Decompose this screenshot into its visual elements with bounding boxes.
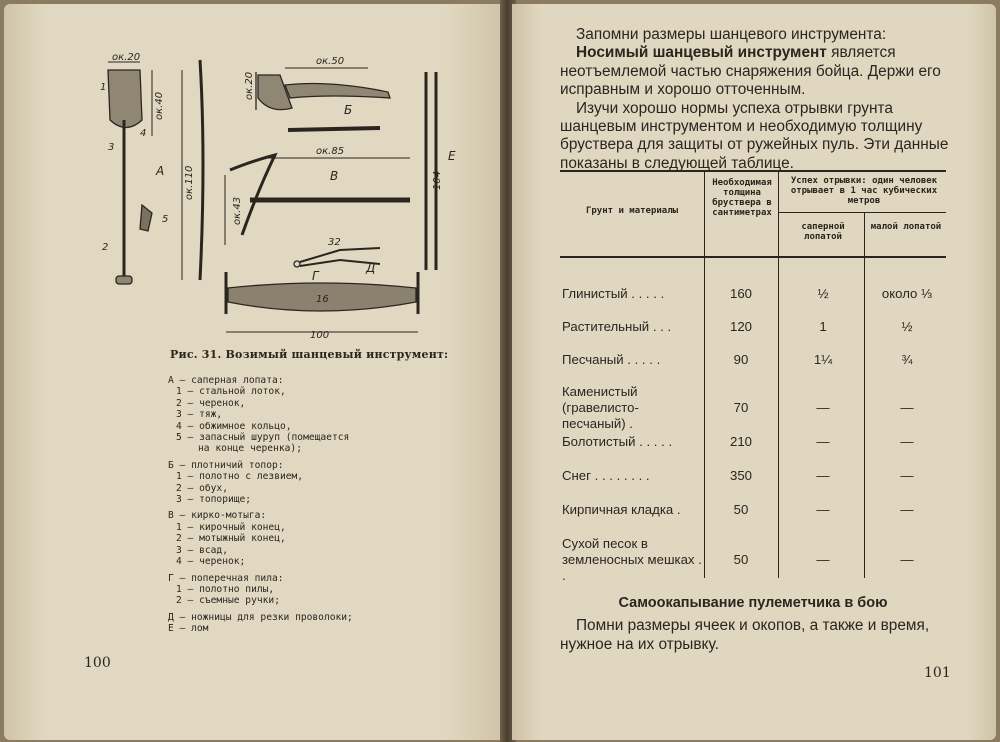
label-E: Е <box>448 149 456 163</box>
dim-ok85: ок.85 <box>316 146 345 157</box>
figure-31-drawing <box>80 40 460 340</box>
cell-sapper: — <box>816 468 830 483</box>
legend-item: 1 — кирочный конец, <box>176 521 286 533</box>
header-small-shovel: малой лопатой <box>870 222 942 232</box>
cell-sapper: — <box>816 552 830 567</box>
dim-100: 100 <box>310 330 330 340</box>
cell-sapper: — <box>816 400 830 415</box>
cell-soil: Болотистый . . . . . <box>562 434 673 449</box>
legend-head-G: Г — поперечная пила: <box>168 572 284 584</box>
cell-small: около ⅓ <box>881 286 933 301</box>
cell-thickness: 210 <box>729 434 752 449</box>
label-B: Б <box>344 103 353 117</box>
col-divider <box>864 212 865 578</box>
cell-sapper: — <box>816 502 830 517</box>
label-A: А <box>156 164 165 178</box>
col-divider <box>778 170 779 578</box>
legend-item: 2 — съемные ручки; <box>176 595 280 607</box>
cell-small: ¾ <box>901 352 913 367</box>
header-soil: Грунт и материалы <box>585 206 679 216</box>
table-header-rule <box>560 256 946 258</box>
legend-item: 2 — черенок, <box>176 397 246 409</box>
header-thickness: Необходимая толщина бруствера в сантиметрах <box>712 178 772 218</box>
legend-item: 5 — запасный шуруп (помещается <box>176 432 350 444</box>
legend-item: 2 — мотыжный конец, <box>176 533 286 545</box>
header-group: Успех отрывки: один человек отрывает в 1 час кубических метров <box>790 176 938 206</box>
legend-head-E: Е — лом <box>168 623 209 635</box>
legend-item: 1 — полотно пилы, <box>176 583 275 595</box>
dim-ok50: ок.50 <box>316 56 345 67</box>
paragraph-text: является неотъемлемой частью снаряжения бойца. Держи его исправным и хорошо отточенным. <box>560 44 941 99</box>
dim-32: 32 <box>328 237 341 248</box>
page-number-left: 100 <box>84 655 111 671</box>
legend-head-A: А — саперная лопата: <box>168 375 284 386</box>
legend-head-V: В — кирко-мотыга: <box>168 510 267 522</box>
cell-sapper: — <box>816 434 830 449</box>
label-G: Г <box>312 269 319 283</box>
dim-ok40: ок.40 <box>154 91 165 120</box>
legend-item: 1 — стальной лоток, <box>176 386 286 398</box>
cell-thickness: 70 <box>733 400 749 415</box>
pickaxe-drawing <box>225 155 410 245</box>
cell-small: — <box>900 434 914 449</box>
cell-thickness: 50 <box>733 502 749 517</box>
legend-item: 3 — тяж, <box>176 409 223 421</box>
paragraph-norms: Изучи хорошо нормы успеха отрывки грунта шанцевым инструментом и необходимую толщину бруствера для защиты от ружейных пуль. Эти данные показаны в следующей таблице. <box>560 99 949 172</box>
right-page-text <box>560 26 960 173</box>
label-D: Д <box>366 261 376 275</box>
legend-item: 3 — всад, <box>176 544 228 556</box>
cell-soil: Глинистый . . . . . <box>562 286 665 301</box>
cell-thickness: 160 <box>729 286 752 301</box>
num-5: 5 <box>162 214 169 225</box>
legend-item: 1 — полотно с лезвием, <box>176 471 304 483</box>
cell-small: — <box>900 552 914 567</box>
bold-term: Носимый шанцевый инструмент <box>576 44 827 62</box>
cell-thickness: 350 <box>729 468 752 483</box>
dim-104: 104 <box>432 170 443 190</box>
num-3: 3 <box>108 142 115 153</box>
legend-head-D: Д — ножницы для резки проволоки; <box>168 611 353 623</box>
legend-item: 3 — топорище; <box>176 494 252 506</box>
cell-soil: Сухой песок в земленосных мешках . . <box>562 536 702 583</box>
label-V: В <box>330 169 339 183</box>
cell-thickness: 50 <box>733 552 749 567</box>
figure-caption: Рис. 31. Возимый шанцевый инструмент: <box>170 348 449 361</box>
tools-illustration <box>80 40 460 340</box>
dim-ok43: ок.43 <box>232 196 243 225</box>
legend-item: 2 — обух, <box>176 482 228 494</box>
cell-soil: Каменистый (гравелисто-песчаный) . <box>562 384 639 431</box>
cell-soil: Кирпичная кладка . <box>562 502 681 517</box>
page-number-right: 101 <box>924 665 951 681</box>
col-divider <box>704 170 705 578</box>
paragraph-carried-tools <box>560 44 960 99</box>
legend-head-B: Б — плотничий топор: <box>168 459 284 471</box>
num-2: 2 <box>102 242 109 253</box>
dim-ok20b: ок.20 <box>244 71 255 100</box>
intro-line: Запомни размеры шанцевого инструмента: <box>576 26 887 43</box>
cell-sapper: 1¼ <box>813 352 833 367</box>
cell-sapper: 1 <box>819 319 827 334</box>
group-rule <box>778 212 946 213</box>
num-4: 4 <box>140 128 147 139</box>
cell-sapper: ½ <box>817 286 829 301</box>
cell-small: — <box>900 502 914 517</box>
cell-thickness: 90 <box>733 352 749 367</box>
paragraph-trenches: Помни размеры ячеек и окопов, а также и время, нужное на их отрывку. <box>560 617 930 653</box>
cell-small: — <box>900 468 914 483</box>
cell-thickness: 120 <box>729 319 752 334</box>
cell-small: ½ <box>901 319 913 334</box>
axe-drawing <box>256 68 390 130</box>
legend-item-continuation: на конце черенка); <box>198 443 302 455</box>
dim-ok20: ок.20 <box>112 52 141 63</box>
cell-soil: Песчаный . . . . . <box>562 352 661 367</box>
cell-soil: Снег . . . . . . . . <box>562 468 650 483</box>
cell-soil: Растительный . . . <box>562 319 672 334</box>
table-frame <box>560 170 946 583</box>
cell-small: — <box>900 400 914 415</box>
figure-legend <box>168 370 398 635</box>
legend-item: 4 — черенок; <box>176 556 246 568</box>
num-1: 1 <box>100 82 107 93</box>
table-top-rule <box>560 170 946 172</box>
legend-item: 4 — обжимное кольцо, <box>176 420 292 432</box>
dim-ok110: ок.110 <box>184 165 195 200</box>
section-heading: Самоокапывание пулеметчика в бою <box>618 595 888 611</box>
header-sapper-shovel: саперной лопатой <box>801 222 845 242</box>
dim-16: 16 <box>316 294 329 305</box>
